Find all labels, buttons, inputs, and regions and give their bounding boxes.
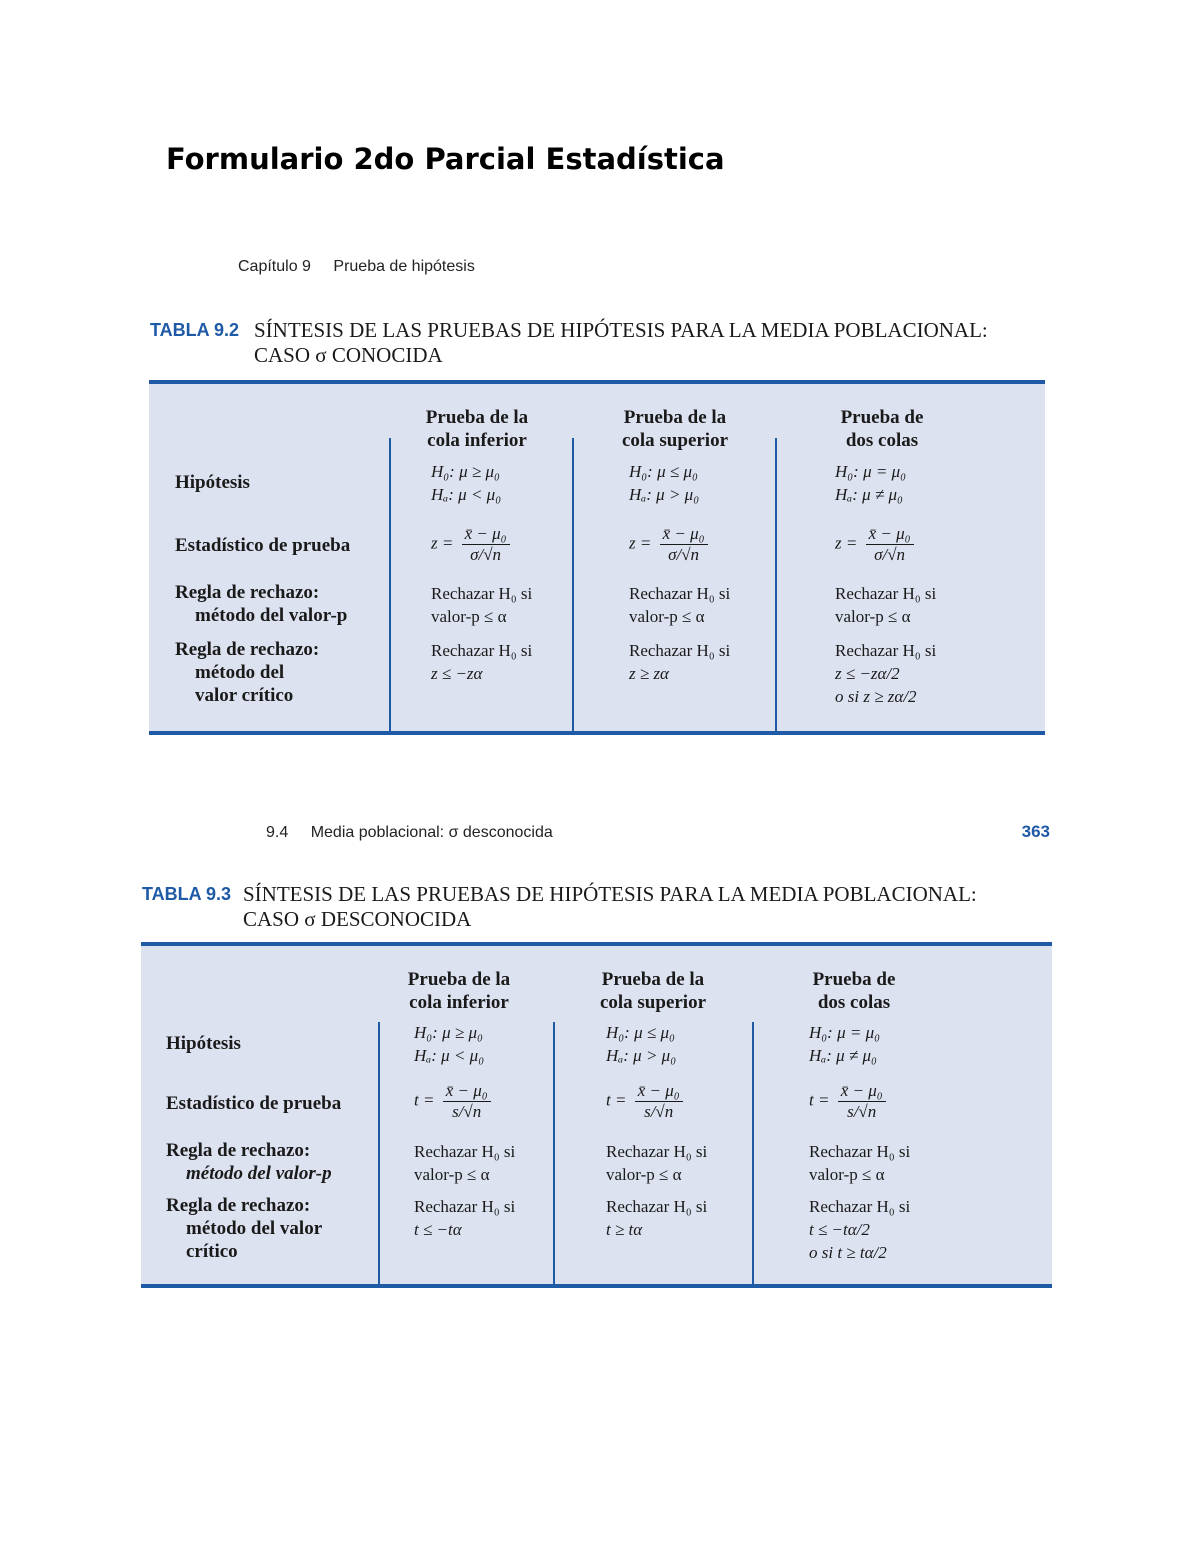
table2-pval-lower	[414, 1140, 515, 1186]
rule-line2: z ≤ −zα/2	[835, 664, 900, 683]
stat-denominator: s/√n	[847, 1102, 877, 1121]
h0: H₀: μ = μ₀	[809, 1023, 881, 1042]
table2-label: TABLA 9.3	[142, 884, 232, 904]
table1-header-lower	[392, 406, 562, 452]
stat-denominator: σ/√n	[470, 545, 502, 564]
h0: H₀: μ ≥ μ₀	[431, 462, 500, 481]
stat-lhs: z =	[629, 533, 652, 553]
header-line1: Prueba de la	[623, 407, 727, 428]
rule-line1: Rechazar H₀ si	[835, 584, 937, 603]
rule-line1: Rechazar H₀ si	[431, 584, 533, 603]
table1-hyp-two-tailed	[835, 460, 906, 506]
table2-crit-lower	[414, 1195, 515, 1241]
table1-crit-lower	[431, 639, 532, 685]
table2-pval-two-tailed	[809, 1140, 910, 1186]
table1-pval-two-tailed	[835, 582, 936, 628]
table1-caption	[150, 318, 1050, 368]
stat-numerator: x̄ − μ₀	[838, 1081, 886, 1102]
stat-numerator: x̄ − μ₀	[866, 524, 914, 545]
header-line1: Prueba de la	[425, 407, 529, 428]
table2-caption-line1: SÍNTESIS DE LAS PRUEBAS DE HIPÓTESIS PARA LA MEDIA POBLACIONAL:	[243, 882, 977, 906]
header-line2: cola superior	[621, 430, 729, 451]
table2-row-hypothesis: Hipótesis	[166, 1033, 241, 1054]
header-line2: dos colas	[845, 430, 919, 451]
stat-denominator: s/√n	[644, 1102, 674, 1121]
chapter-heading	[238, 258, 475, 276]
ha: Hₐ: μ > μ₀	[606, 1046, 677, 1065]
table1-divider-2-fill	[572, 438, 574, 735]
header-line1: Prueba de	[812, 969, 896, 990]
table1-stat-two-tailed	[835, 524, 914, 565]
table1-row-critical	[175, 638, 319, 707]
rule-line2: valor-p ≤ α	[606, 1165, 682, 1184]
rule-line2: t ≤ −tα/2	[809, 1220, 870, 1239]
table1-stat-upper	[629, 524, 708, 565]
table2-hyp-upper	[606, 1021, 676, 1067]
stat-numerator: x̄ − μ₀	[462, 524, 510, 545]
page-number: 363	[1021, 822, 1050, 841]
table2	[141, 942, 1052, 1288]
ha: Hₐ: μ < μ₀	[431, 485, 502, 504]
header-line2: dos colas	[817, 992, 891, 1013]
table2-hyp-two-tailed	[809, 1021, 880, 1067]
table1-header-two-tailed	[797, 406, 967, 452]
rule-line1: Rechazar H₀ si	[606, 1142, 708, 1161]
row-line3: crítico	[186, 1241, 238, 1262]
rule-line2: valor-p ≤ α	[809, 1165, 885, 1184]
table2-divider-1	[378, 1022, 380, 1284]
table2-caption	[142, 882, 1052, 932]
table2-crit-two-tailed	[809, 1195, 910, 1264]
stat-denominator: σ/√n	[874, 545, 906, 564]
table2-row-pvalue	[166, 1139, 332, 1185]
rule-line1: Rechazar H₀ si	[431, 641, 533, 660]
row-line2: método del valor-p	[186, 1163, 332, 1184]
rule-line1: Rechazar H₀ si	[835, 641, 937, 660]
table1-label: TABLA 9.2	[150, 320, 240, 340]
stat-denominator: s/√n	[452, 1102, 482, 1121]
table2-header-lower	[374, 968, 544, 1014]
table2-crit-upper	[606, 1195, 707, 1241]
rule-line1: Rechazar H₀ si	[629, 584, 731, 603]
table1-divider-1-fill	[389, 438, 391, 735]
row-line2: método del	[195, 662, 285, 683]
row-line1: Regla de rechazo:	[166, 1140, 311, 1161]
table2-header-upper	[568, 968, 738, 1014]
table2-row-critical	[166, 1194, 322, 1263]
ha: Hₐ: μ ≠ μ₀	[809, 1046, 877, 1065]
stat-lhs: z =	[431, 533, 454, 553]
chapter-number: Capítulo 9	[238, 258, 311, 275]
rule-line2: t ≥ tα	[606, 1220, 643, 1239]
rule-line1: Rechazar H₀ si	[414, 1142, 516, 1161]
stat-fraction	[838, 1081, 886, 1122]
header-line1: Prueba de la	[407, 969, 511, 990]
table1-caption-line1: SÍNTESIS DE LAS PRUEBAS DE HIPÓTESIS PARA LA MEDIA POBLACIONAL:	[254, 318, 988, 342]
row-line3: valor crítico	[195, 685, 294, 706]
stat-fraction	[443, 1081, 491, 1122]
table2-divider-2	[553, 1022, 555, 1284]
stat-numerator: x̄ − μ₀	[443, 1081, 491, 1102]
header-line1: Prueba de	[840, 407, 924, 428]
stat-numerator: x̄ − μ₀	[635, 1081, 683, 1102]
row-line1: Regla de rechazo:	[175, 639, 320, 660]
rule-line2: z ≤ −zα	[431, 664, 483, 683]
table1-caption-line2: CASO σ CONOCIDA	[254, 343, 443, 367]
rule-line1: Rechazar H₀ si	[809, 1142, 911, 1161]
section-heading	[266, 824, 553, 842]
rule-line1: Rechazar H₀ si	[629, 641, 731, 660]
row-line2: método del valor-p	[195, 605, 348, 626]
table1-row-pvalue	[175, 581, 347, 627]
h0: H₀: μ ≤ μ₀	[606, 1023, 675, 1042]
stat-numerator: x̄ − μ₀	[660, 524, 708, 545]
rule-line2: valor-p ≤ α	[629, 607, 705, 626]
stat-fraction	[462, 524, 510, 565]
section-title: Media poblacional: σ desconocida	[310, 824, 553, 841]
ha: Hₐ: μ > μ₀	[629, 485, 700, 504]
stat-lhs: t =	[414, 1090, 435, 1110]
table2-pval-upper	[606, 1140, 707, 1186]
row-line1: Regla de rechazo:	[175, 582, 320, 603]
table1-divider-3-fill	[775, 438, 777, 735]
table2-stat-upper	[606, 1081, 683, 1122]
stat-lhs: t =	[809, 1090, 830, 1110]
h0: H₀: μ ≤ μ₀	[629, 462, 698, 481]
ha: Hₐ: μ < μ₀	[414, 1046, 485, 1065]
section-number: 9.4	[266, 824, 289, 841]
stat-denominator: σ/√n	[668, 545, 700, 564]
rule-line3: o si t ≥ tα/2	[809, 1243, 887, 1262]
header-line2: cola inferior	[409, 992, 509, 1013]
table2-hyp-lower	[414, 1021, 484, 1067]
rule-line2: valor-p ≤ α	[414, 1165, 490, 1184]
table2-caption-line2: CASO σ DESCONOCIDA	[243, 907, 472, 931]
rule-line2: t ≤ −tα	[414, 1220, 462, 1239]
table1-hyp-upper	[629, 460, 699, 506]
chapter-title: Prueba de hipótesis	[333, 258, 475, 275]
row-line2: método del valor	[186, 1218, 323, 1239]
h0: H₀: μ ≥ μ₀	[414, 1023, 483, 1042]
stat-lhs: t =	[606, 1090, 627, 1110]
table1-crit-two-tailed	[835, 639, 936, 708]
table1-header-upper	[590, 406, 760, 452]
table2-row-statistic: Estadístico de prueba	[166, 1093, 342, 1114]
h0: H₀: μ = μ₀	[835, 462, 907, 481]
rule-line1: Rechazar H₀ si	[809, 1197, 911, 1216]
stat-fraction	[866, 524, 914, 565]
table1-crit-upper	[629, 639, 730, 685]
table2-stat-two-tailed	[809, 1081, 886, 1122]
ha: Hₐ: μ ≠ μ₀	[835, 485, 903, 504]
table1-stat-lower	[431, 524, 510, 565]
rule-line1: Rechazar H₀ si	[606, 1197, 708, 1216]
table1-row-hypothesis: Hipótesis	[175, 472, 250, 493]
table1-hyp-lower	[431, 460, 501, 506]
header-line1: Prueba de la	[601, 969, 705, 990]
rule-line2: valor-p ≤ α	[431, 607, 507, 626]
stat-fraction	[660, 524, 708, 565]
table2-stat-lower	[414, 1081, 491, 1122]
table1-pval-lower	[431, 582, 532, 628]
table2-divider-3	[752, 1022, 754, 1284]
table1	[149, 380, 1045, 735]
rule-line3: o si z ≥ zα/2	[835, 687, 917, 706]
stat-fraction	[635, 1081, 683, 1122]
row-line1: Regla de rechazo:	[166, 1195, 311, 1216]
rule-line2: valor-p ≤ α	[835, 607, 911, 626]
table2-header-two-tailed	[769, 968, 939, 1014]
header-line2: cola inferior	[427, 430, 527, 451]
rule-line2: z ≥ zα	[629, 664, 669, 683]
table1-pval-upper	[629, 582, 730, 628]
table1-row-statistic: Estadístico de prueba	[175, 535, 351, 556]
document-title: Formulario 2do Parcial Estadística	[166, 142, 725, 176]
rule-line1: Rechazar H₀ si	[414, 1197, 516, 1216]
header-line2: cola superior	[599, 992, 707, 1013]
stat-lhs: z =	[835, 533, 858, 553]
